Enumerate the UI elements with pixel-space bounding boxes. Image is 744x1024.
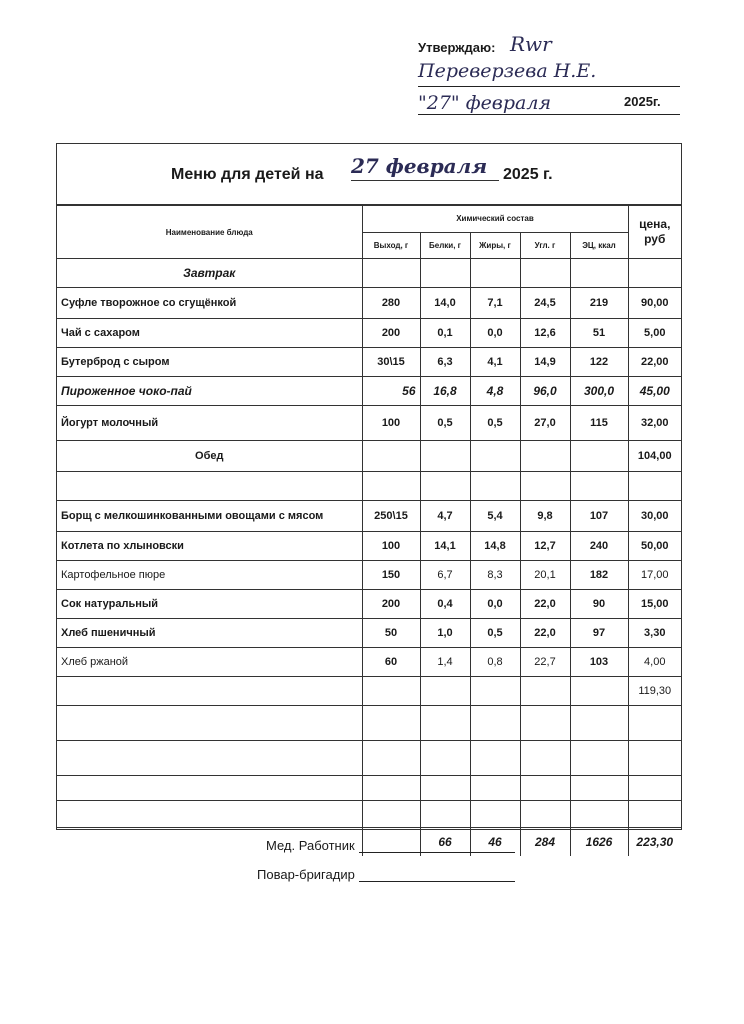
chef-line (359, 867, 515, 882)
dish-f: 0,5 (470, 619, 520, 648)
dish-e: 90 (570, 590, 628, 619)
dish-b: 1,0 (420, 619, 470, 648)
dish-row (57, 406, 681, 441)
dish-row (57, 648, 681, 677)
dish-price: 50,00 (628, 532, 681, 561)
col-carb-header: Угл. г (520, 232, 570, 259)
empty-cell (362, 801, 420, 828)
empty-cell (420, 677, 470, 706)
dish-name: Чай с сахаром (57, 319, 362, 348)
dish-name: Картофельное пюре (57, 561, 362, 590)
dish-price: 22,00 (628, 348, 681, 377)
menu-table (57, 205, 681, 856)
dish-b: 14,0 (420, 288, 470, 319)
dish-out: 60 (362, 648, 420, 677)
dish-c: 12,6 (520, 319, 570, 348)
dish-e: 51 (570, 319, 628, 348)
empty-cell (570, 741, 628, 776)
empty-cell (420, 441, 470, 472)
dish-price: 3,30 (628, 619, 681, 648)
dish-e: 219 (570, 288, 628, 319)
empty-cell (470, 472, 520, 501)
section-lunch: Обед (57, 441, 362, 472)
empty-cell (57, 801, 362, 828)
empty-cell (362, 472, 420, 501)
chef-label: Повар-бригадир (257, 867, 355, 882)
col-protein-header: Белки, г (420, 232, 470, 259)
approval-name: Переверзева Н.Е. (418, 60, 680, 87)
section-row (57, 441, 681, 472)
empty-cell (570, 706, 628, 741)
dish-b: 14,1 (420, 532, 470, 561)
empty-cell (628, 741, 681, 776)
approval-label: Утверждаю: (418, 40, 496, 55)
dish-c: 24,5 (520, 288, 570, 319)
empty-cell (470, 776, 520, 801)
dish-price: 5,00 (628, 319, 681, 348)
empty-cell (470, 259, 520, 288)
dish-f: 0,5 (470, 406, 520, 441)
dish-out: 30\15 (362, 348, 420, 377)
dish-name: Суфле творожное со сгущёнкой (57, 288, 362, 319)
dish-e: 115 (570, 406, 628, 441)
title-prefix: Меню для детей на (171, 166, 324, 183)
empty-cell (362, 776, 420, 801)
dish-e: 97 (570, 619, 628, 648)
dish-f: 7,1 (470, 288, 520, 319)
dish-e: 182 (570, 561, 628, 590)
dish-c: 12,7 (520, 532, 570, 561)
dish-name: Пироженное чоко-пай (57, 377, 362, 406)
empty-cell (420, 741, 470, 776)
empty-cell (520, 441, 570, 472)
empty-cell (520, 677, 570, 706)
dish-price: 32,00 (628, 406, 681, 441)
empty-row (57, 801, 681, 828)
empty-cell (57, 472, 362, 501)
empty-cell (362, 706, 420, 741)
approval-year: 2025г. (624, 94, 661, 109)
dish-b: 16,8 (420, 377, 470, 406)
empty-cell (470, 706, 520, 741)
empty-row (57, 706, 681, 741)
empty-cell (520, 472, 570, 501)
empty-cell (420, 259, 470, 288)
empty-cell (420, 801, 470, 828)
dish-f: 0,0 (470, 319, 520, 348)
empty-cell (520, 776, 570, 801)
dish-name: Хлеб пшеничный (57, 619, 362, 648)
dish-out: 200 (362, 590, 420, 619)
dish-price: 90,00 (628, 288, 681, 319)
empty-cell (628, 706, 681, 741)
dish-e: 240 (570, 532, 628, 561)
empty-cell (57, 741, 362, 776)
empty-cell (57, 677, 362, 706)
empty-cell (57, 776, 362, 801)
empty-cell (570, 441, 628, 472)
dish-row (57, 590, 681, 619)
dish-name: Йогурт молочный (57, 406, 362, 441)
dish-price: 17,00 (628, 561, 681, 590)
dish-e: 300,0 (570, 377, 628, 406)
empty-cell (570, 677, 628, 706)
dish-name: Хлеб ржаной (57, 648, 362, 677)
empty-cell (470, 441, 520, 472)
dish-b: 4,7 (420, 501, 470, 532)
dish-e: 107 (570, 501, 628, 532)
total-price: 223,30 (628, 828, 681, 857)
dish-price: 4,00 (628, 648, 681, 677)
total-e: 1626 (570, 828, 628, 857)
total-f: 46 (470, 828, 520, 857)
dish-row (57, 619, 681, 648)
dish-out: 100 (362, 406, 420, 441)
empty-cell (628, 259, 681, 288)
empty-row (57, 776, 681, 801)
medic-line (359, 838, 515, 853)
dish-f: 0,8 (470, 648, 520, 677)
dish-out: 100 (362, 532, 420, 561)
dish-b: 6,3 (420, 348, 470, 377)
empty-cell (520, 259, 570, 288)
empty-cell (470, 677, 520, 706)
dish-e: 122 (570, 348, 628, 377)
dish-out: 250\15 (362, 501, 420, 532)
empty-cell (520, 741, 570, 776)
medic-label: Мед. Работник (266, 838, 355, 853)
empty-cell (362, 677, 420, 706)
empty-cell (470, 741, 520, 776)
dish-b: 0,4 (420, 590, 470, 619)
col-fat-header: Жиры, г (470, 232, 520, 259)
dish-f: 4,1 (470, 348, 520, 377)
dish-e: 103 (570, 648, 628, 677)
empty-cell (470, 801, 520, 828)
empty-cell (570, 801, 628, 828)
dish-out: 50 (362, 619, 420, 648)
section-breakfast: Завтрак (57, 259, 362, 288)
dish-row (57, 532, 681, 561)
empty-cell (420, 776, 470, 801)
col-name-header: Наименование блюда (57, 206, 362, 259)
dish-name: Бутерброд с сыром (57, 348, 362, 377)
dish-out: 200 (362, 319, 420, 348)
empty-cell (628, 472, 681, 501)
empty-cell (628, 776, 681, 801)
dish-b: 0,1 (420, 319, 470, 348)
medic-signature-line (266, 838, 515, 853)
col-out-header: Выход, г (362, 232, 420, 259)
col-energy-header: ЭЦ, ккал (570, 232, 628, 259)
dish-row (57, 319, 681, 348)
empty-cell (420, 706, 470, 741)
dish-b: 1,4 (420, 648, 470, 677)
dish-price: 15,00 (628, 590, 681, 619)
dish-c: 9,8 (520, 501, 570, 532)
dish-c: 20,1 (520, 561, 570, 590)
lunch-total-row (57, 677, 681, 706)
empty-cell (362, 741, 420, 776)
dish-f: 8,3 (470, 561, 520, 590)
empty-cell (57, 706, 362, 741)
dish-out: 150 (362, 561, 420, 590)
dish-c: 27,0 (520, 406, 570, 441)
empty-cell (520, 706, 570, 741)
dish-row (57, 501, 681, 532)
dish-c: 22,0 (520, 590, 570, 619)
dish-c: 96,0 (520, 377, 570, 406)
dish-price: 45,00 (628, 377, 681, 406)
dish-c: 14,9 (520, 348, 570, 377)
dish-name: Борщ с мелкошинкованными овощами с мясом (57, 501, 362, 532)
empty-cell (570, 472, 628, 501)
dish-row (57, 348, 681, 377)
col-chem-header: Химический состав (362, 206, 628, 233)
empty-cell (362, 441, 420, 472)
breakfast-total: 104,00 (628, 441, 681, 472)
dish-row (57, 288, 681, 319)
dish-out: 56 (362, 377, 420, 406)
dish-name: Сок натуральный (57, 590, 362, 619)
dish-f: 14,8 (470, 532, 520, 561)
dish-price: 30,00 (628, 501, 681, 532)
dish-out: 280 (362, 288, 420, 319)
dish-row (57, 561, 681, 590)
approval-date-line (418, 114, 680, 115)
dish-f: 5,4 (470, 501, 520, 532)
col-price-header: цена, руб (628, 206, 681, 259)
title-suffix: 2025 г. (503, 166, 553, 183)
title-date: 27 февраля (351, 154, 499, 181)
empty-cell (362, 259, 420, 288)
total-b: 66 (420, 828, 470, 857)
empty-cell (570, 259, 628, 288)
approval-signature: Rwr (510, 32, 552, 56)
empty-cell (420, 472, 470, 501)
empty-row (57, 472, 681, 501)
dish-b: 0,5 (420, 406, 470, 441)
dish-f: 4,8 (470, 377, 520, 406)
dish-b: 6,7 (420, 561, 470, 590)
empty-cell (570, 776, 628, 801)
total-c: 284 (520, 828, 570, 857)
dish-row (57, 377, 681, 406)
approval-date: "27" февраля (418, 92, 552, 114)
section-row (57, 259, 681, 288)
dish-c: 22,7 (520, 648, 570, 677)
empty-cell (628, 801, 681, 828)
dish-f: 0,0 (470, 590, 520, 619)
empty-cell (520, 801, 570, 828)
lunch-total: 119,30 (628, 677, 681, 706)
menu-title (57, 144, 681, 205)
dish-name: Котлета по хлыновски (57, 532, 362, 561)
chef-signature-line (257, 867, 515, 882)
dish-c: 22,0 (520, 619, 570, 648)
empty-row (57, 741, 681, 776)
